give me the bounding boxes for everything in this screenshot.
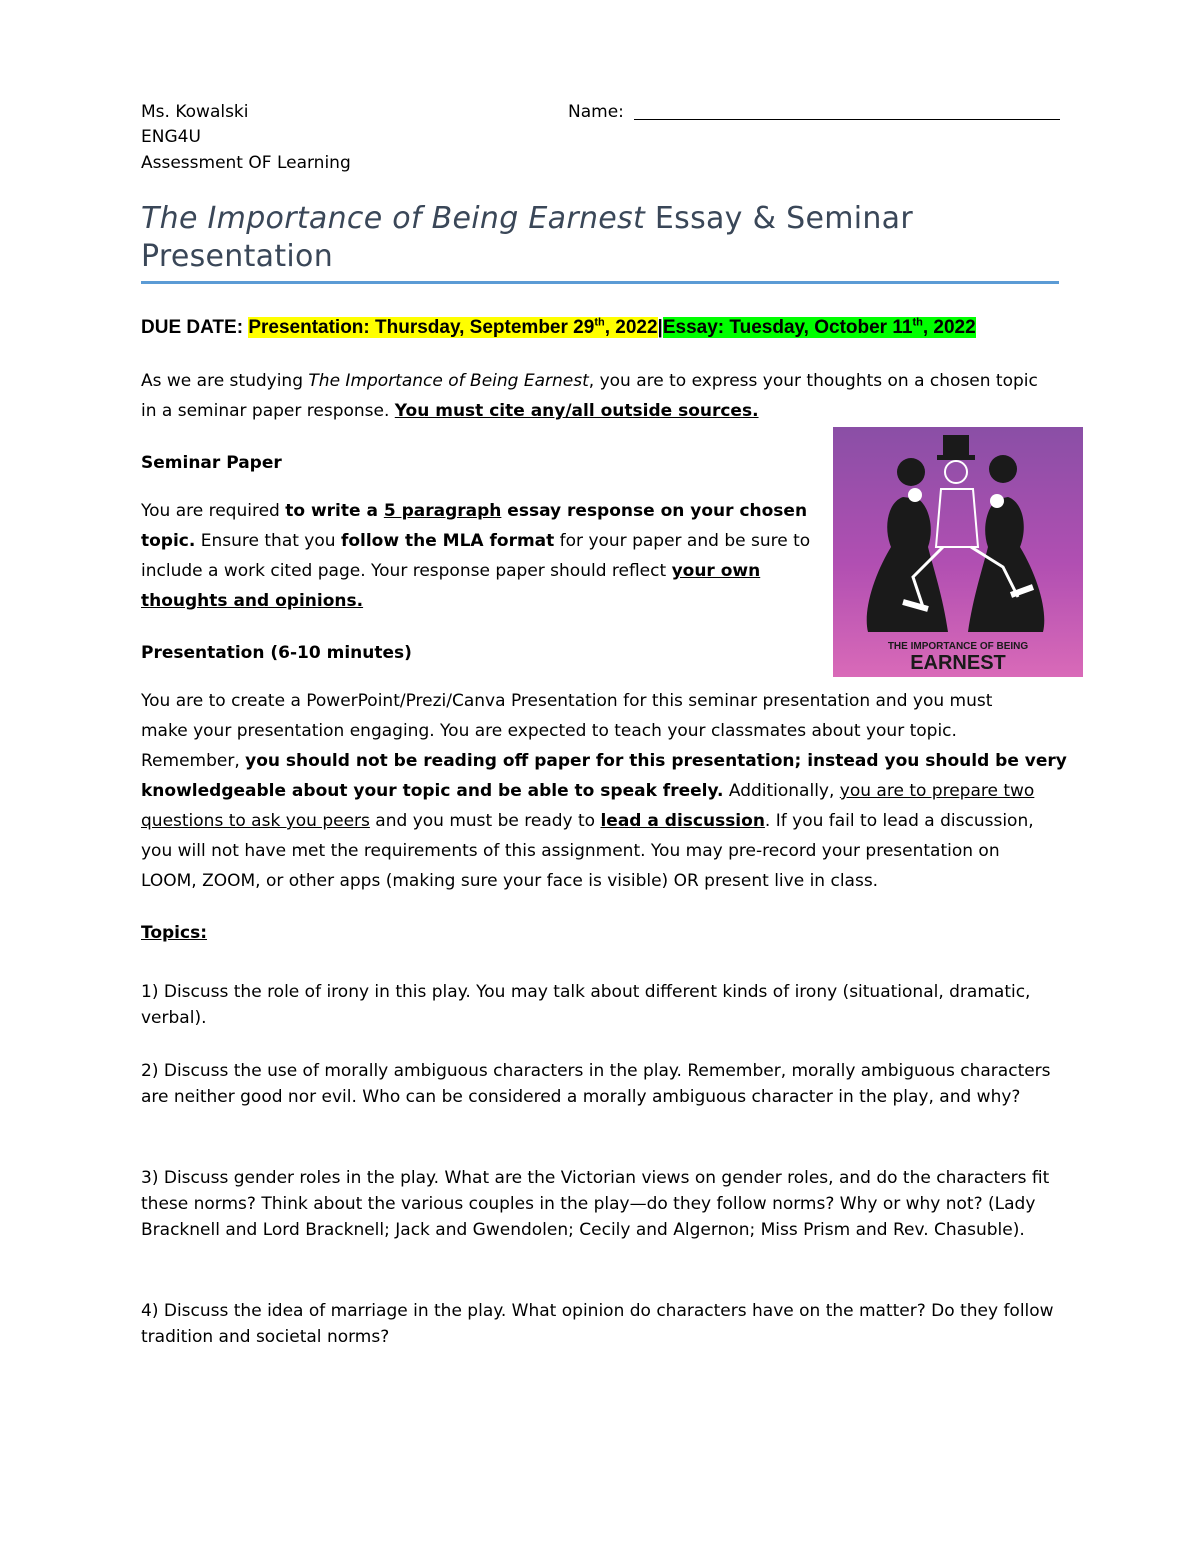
title-rest: Essay & Seminar	[645, 201, 913, 236]
assessment-type: Assessment OF Learning	[141, 153, 351, 173]
title-rule	[141, 281, 1059, 284]
due-separator: |	[657, 317, 663, 338]
topic-4: 4) Discuss the idea of marriage in the play. What opinion do characters have on the matter? Do they follow tradition and societal norms?	[141, 1301, 1054, 1347]
cite-requirement: You must cite any/all outside sources.	[394, 401, 759, 421]
presentation-paragraph: You are to create a PowerPoint/Prezi/Canva Presentation for this seminar presentation and you must make your presentation engaging. You are expected to teach your classmates about your topic. Remember, you should not be reading off paper for this presentation; instead you should be very knowledgeable about your topic and be able to speak freely. Additionally, you are to prepare two questions to ask you peers and you must be ready to lead a discussion. If you fail to lead a discussion, you will not have met the requirements of this assignment. You may pre-record your presentation on LOOM, ZOOM, or other apps (making sure your face is visible) OR present live in class.	[141, 691, 1067, 891]
presentation-heading: Presentation (6-10 minutes)	[141, 643, 412, 663]
essay-due: Essay: Tuesday, October 11th, 2022	[662, 316, 976, 338]
poster-line1: THE IMPORTANCE OF BEING	[887, 641, 1029, 652]
topic-2: 2) Discuss the use of morally ambiguous characters in the play. Remember, morally ambiguous characters are neither good nor evil. Who can be considered a morally ambiguous character in the play, and why?	[141, 1061, 1051, 1107]
topic-3: 3) Discuss gender roles in the play. What are the Victorian views on gender roles, and do the characters fit these norms? Think about the various couples in the play—do they follow norms? Why or why not? (Lady Bracknell and Lord Bracknell; Jack and Gwendolen; Cecily and Algernon; Miss Prism and Rev. Chasuble).	[141, 1168, 1050, 1240]
due-date-line	[141, 314, 976, 342]
seminar-paragraph: You are required to write a 5 paragraph essay response on your chosen topic. Ensure that you follow the MLA format for your paper and be sure to include a work cited page. Your response paper should reflect your own thoughts and opinions.	[141, 501, 811, 611]
presentation-due: Presentation: Thursday, September 29th, 2022	[248, 316, 658, 338]
intro-paragraph: As we are studying The Importance of Being Earnest, you are to express your thoughts on a chosen topic in a seminar paper response. You must cite any/all outside sources.	[141, 371, 1038, 421]
due-date-label: DUE DATE:	[141, 317, 244, 338]
teacher-name: Ms. Kowalski	[141, 102, 249, 122]
poster-illustration	[833, 427, 1083, 677]
title-play-name: The Importance of Being Earnest	[141, 201, 646, 236]
seminar-heading: Seminar Paper	[141, 453, 282, 473]
page-title	[141, 200, 1061, 276]
name-label: Name:	[568, 102, 624, 122]
course-code: ENG4U	[141, 127, 201, 147]
name-blank-line[interactable]	[634, 119, 1060, 120]
play-poster-image	[833, 427, 1083, 677]
poster-line2: EARNEST	[910, 652, 1006, 674]
title-line2: Presentation	[141, 239, 334, 274]
topics-heading: Topics:	[141, 923, 208, 943]
topic-1: 1) Discuss the role of irony in this play. You may talk about different kinds of irony (situational, dramatic, verbal).	[141, 982, 1031, 1028]
